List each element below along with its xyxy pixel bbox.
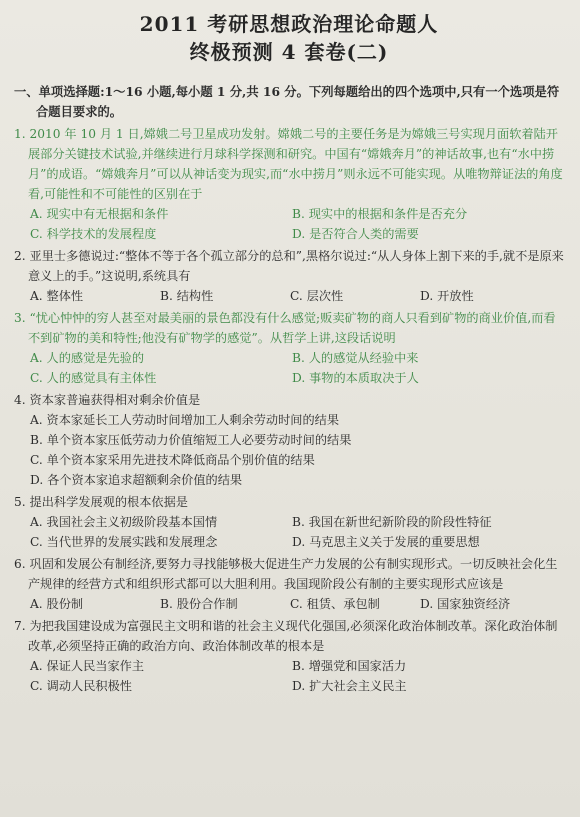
option-b: B. 现实中的根据和条件是否充分 (292, 207, 468, 221)
option-a: A. 整体性 (30, 289, 84, 303)
option-b: B. 单个资本家压低劳动力价值缩短工人必要劳动时间的结果 (30, 433, 352, 447)
options (14, 204, 564, 244)
option-c: C. 当代世界的发展实践和发展理念 (30, 535, 218, 549)
option-a: A. 我国社会主义初级阶段基本国情 (30, 515, 218, 529)
title-line-1: 2011 考研思想政治理论命题人 (139, 12, 439, 36)
options (14, 512, 564, 552)
option-b: B. 我国在新世纪新阶段的阶段性特征 (292, 515, 492, 529)
question-stem: 1. 2010 年 10 月 1 日,嫦娥二号卫星成功发射。嫦娥二号的主要任务是为嫦娥三号实现月面软着陆开展部分关键技术试验,并继续进行月球科学探测和研究。中国有“嫦娥奔月”的神话故事,也有“水中捞月”的成语。“嫦娥奔月”可以从神话变为现实,而“水中捞月”则永远不可能实现。从唯物辩证法的角度看,可能性和不可能性的区别在于 (14, 127, 563, 201)
question-stem: 6. 巩固和发展公有制经济,要努力寻找能够极大促进生产力发展的公有制实现形式。一切反映社会化生产规律的经营方式和组织形式都可以大胆利用。我国现阶段公有制的主要实现形式应该是 (14, 557, 558, 591)
question-1 (14, 124, 564, 244)
option-c: C. 科学技术的发展程度 (30, 227, 157, 241)
option-a: A. 现实中有无根据和条件 (30, 207, 169, 221)
question-4 (14, 390, 564, 490)
option-c: C. 人的感觉具有主体性 (30, 371, 157, 385)
title-line-2: 终极预测 4 套卷(二) (189, 40, 389, 64)
question-5 (14, 492, 564, 552)
question-stem: 4. 资本家普遍获得相对剩余价值是 (14, 393, 201, 407)
option-b: B. 增强党和国家活力 (292, 659, 407, 673)
option-c: C. 层次性 (290, 289, 344, 303)
option-d: D. 扩大社会主义民主 (292, 679, 407, 693)
question-7 (14, 616, 564, 696)
section-heading: 一、单项选择题:1～16 小题,每小题 1 分,共 16 分。下列每题给出的四个选项中,只有一个选项是符合题目要求的。 (14, 84, 560, 119)
option-a: A. 人的感觉是先验的 (30, 351, 145, 365)
option-a: A. 资本家延长工人劳动时间增加工人剩余劳动时间的结果 (30, 413, 340, 427)
option-d: D. 事物的本质取决于人 (292, 371, 419, 385)
options (14, 594, 564, 614)
option-a: A. 股份制 (30, 597, 84, 611)
option-d: D. 马克思主义关于发展的重要思想 (292, 535, 480, 549)
question-stem: 7. 为把我国建设成为富强民主文明和谐的社会主义现代化强国,必须深化政治体制改革。深化政治体制改革,必须坚持正确的政治方向、政治体制改革的根本是 (14, 619, 558, 653)
option-c: C. 单个资本家采用先进技术降低商品个别价值的结果 (30, 453, 315, 467)
option-d: D. 国家独资经济 (420, 597, 511, 611)
option-c: C. 调动人民积极性 (30, 679, 132, 693)
question-3 (14, 308, 564, 388)
option-d: D. 开放性 (420, 289, 474, 303)
options (14, 656, 564, 696)
option-b: B. 结构性 (160, 289, 214, 303)
question-6 (14, 554, 564, 614)
option-b: B. 股份合作制 (160, 597, 238, 611)
options (14, 348, 564, 388)
option-b: B. 人的感觉从经验中来 (292, 351, 419, 365)
question-stem: 3. “忧心忡忡的穷人甚至对最美丽的景色都没有什么感觉;贩卖矿物的商人只看到矿物的商业价值,而看不到矿物的美和特性;他没有矿物学的感觉”。从哲学上讲,这段话说明 (14, 311, 556, 345)
question-stem: 2. 亚里士多德说过:“整体不等于各个孤立部分的总和”,黑格尔说过:“从人身体上割下来的手,就不是原来意义上的手。”这说明,系统具有 (14, 249, 564, 283)
option-c: C. 租赁、承包制 (290, 597, 380, 611)
option-d: D. 各个资本家追求超额剩余价值的结果 (30, 473, 243, 487)
question-stem: 5. 提出科学发展观的根本依据是 (14, 495, 188, 509)
options (14, 410, 564, 490)
question-2 (14, 246, 564, 306)
option-a: A. 保证人民当家作主 (30, 659, 145, 673)
options (14, 286, 564, 306)
option-d: D. 是否符合人类的需要 (292, 227, 419, 241)
